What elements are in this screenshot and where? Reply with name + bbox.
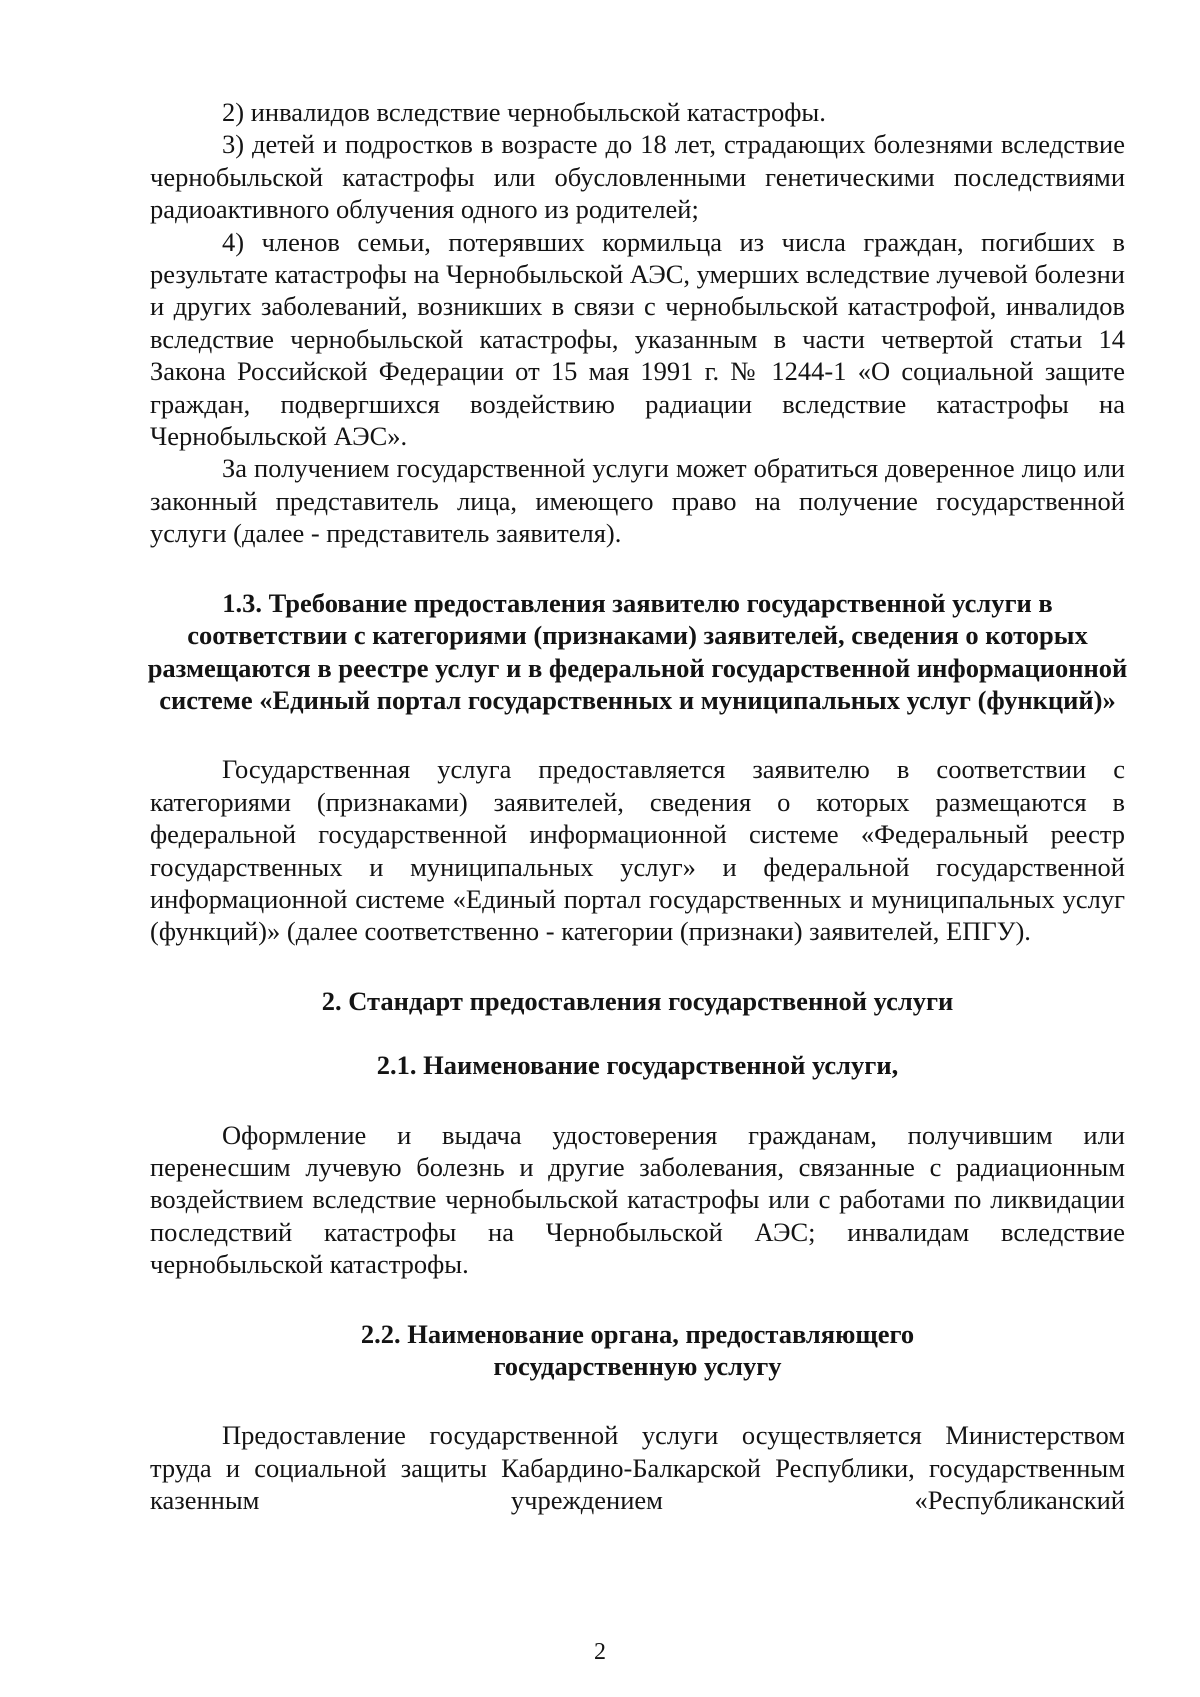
paragraph-item-4: 4) членов семьи, потерявших кормильца из числа граждан, погибших в результате катастрофы на Чернобыльской АЭС, умерших вследствие лучевой болезни и других заболеваний, возникших в связи с чернобыльской катастрофой, инвалидов вследствие чернобыльской катастрофы, указанным в части четвертой статьи 14 Закона Российской Федерации от 15 мая 1991 г. № 1244-1 «О социальной защите граждан, подвергшихся воздействию радиации вследствие катастрофы на Чернобыльской АЭС». bbox=[150, 226, 1125, 452]
document-body bbox=[147, 96, 1128, 1517]
paragraph-section-2-2: Предоставление государственной услуги осуществляется Министерством труда и социальной защиты Кабардино-Балкарской Республики, государственным казенным учреждением «Республиканский bbox=[150, 1420, 1125, 1516]
paragraph-representative: За получением государственной услуги может обратиться доверенное лицо или законный представитель лица, имеющего право на получение государственной услуги (далее - представитель заявителя). bbox=[150, 453, 1125, 549]
heading-section-1-3: 1.3. Требование предоставления заявителю государственной услуги в соответствии с категориями (признаками) заявителей, сведения о которых размещаются в реестре услуг и в федеральной государственной информационной системе «Единый портал государственных и муниципальных услуг (функций)» bbox=[147, 587, 1128, 715]
heading-section-2-1: 2.1. Наименование государственной услуги, bbox=[376, 1050, 899, 1081]
paragraph-section-1-3: Государственная услуга предоставляется заявителю в соответствии с категориями (признаками) заявителей, сведения о которых размещаются в федеральной государственной информационной системе «Федеральный реестр государственных и муниципальных услуг» и федеральной государственной информационной системе «Единый портал государственных и муниципальных услуг (функций)» (далее соответственно - категории (признаки) заявителей, ЕПГУ). bbox=[150, 754, 1125, 947]
page-number: 2 bbox=[594, 1639, 606, 1665]
paragraph-item-3: 3) детей и подростков в возрасте до 18 лет, страдающих болезнями вследствие чернобыльской катастрофы или обусловленными генетическими последствиями радиоактивного облучения одного из родителей; bbox=[150, 129, 1125, 225]
heading-section-2-2: 2.2. Наименование органа, предоставляющего государственную услугу bbox=[360, 1318, 915, 1381]
paragraph-section-2-1: Оформление и выдача удостоверения гражданам, получившим или перенесшим лучевую болезнь и другие заболевания, связанные с радиационным воздействием вследствие чернобыльской катастрофы или с работами по ликвидации последствий катастрофы на Чернобыльской АЭС; инвалидам вследствие чернобыльской катастрофы. bbox=[150, 1119, 1125, 1280]
paragraph-item-2: 2) инвалидов вследствие чернобыльской катастрофы. bbox=[222, 97, 826, 127]
heading-section-2: 2. Стандарт предоставления государственной услуги bbox=[321, 985, 954, 1016]
